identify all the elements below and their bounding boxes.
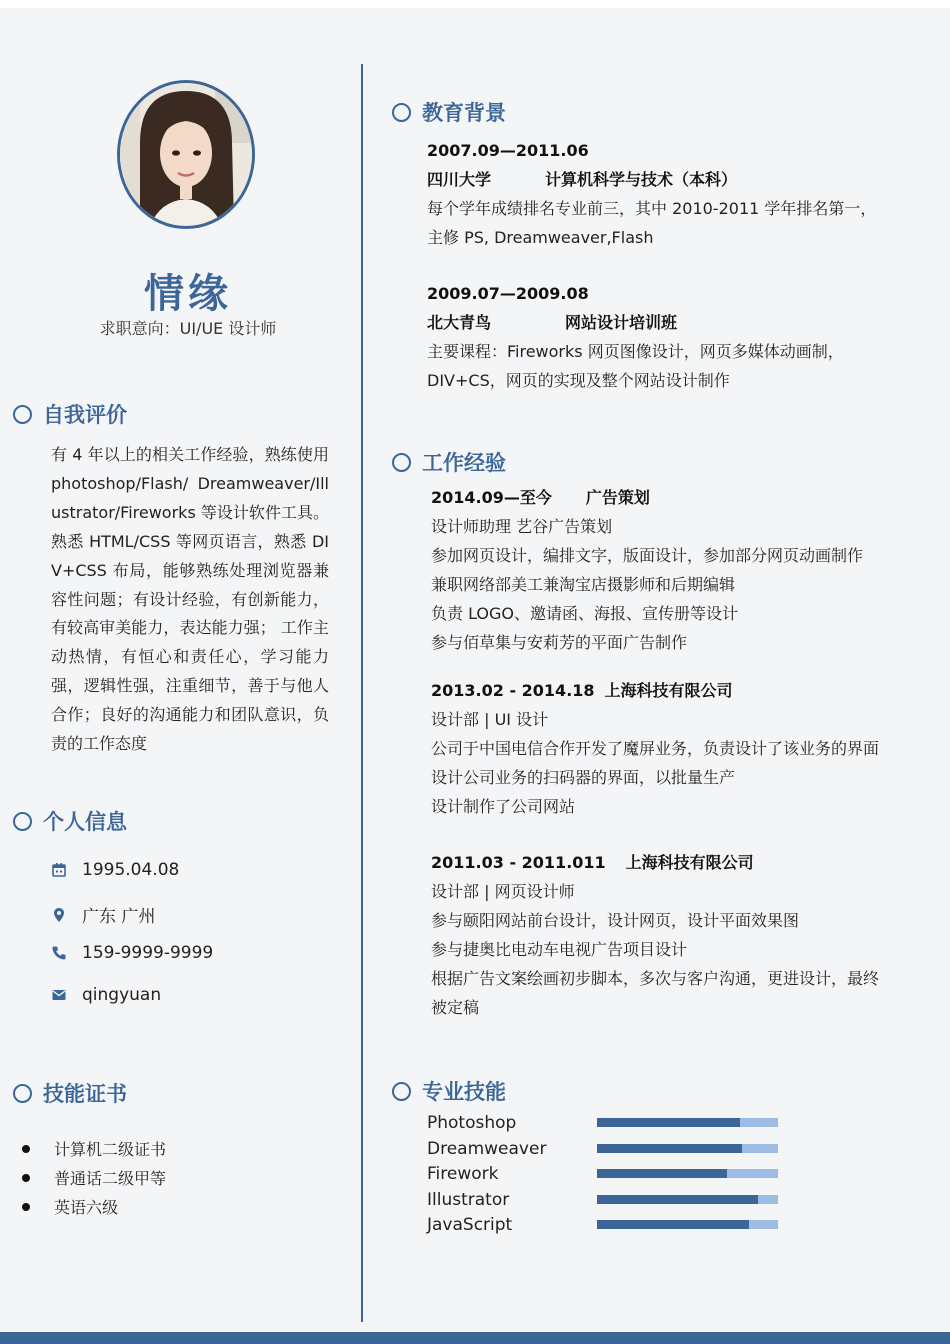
- work-header: [431, 676, 879, 705]
- work-detail: 参与捷奥比电动车电视广告项目设计: [431, 940, 688, 959]
- section-title: 技能证书: [43, 1082, 127, 1106]
- list-item: [22, 1134, 166, 1163]
- work-entry: [431, 483, 863, 657]
- section-work: [392, 447, 506, 477]
- job-intent: 求职意向：UI/UE 设计师: [99, 319, 277, 338]
- edu-detail: 主修 PS, Dreamweaver,Flash: [427, 228, 654, 247]
- skill-name: Illustrator: [427, 1189, 510, 1210]
- edu-school-line: [427, 165, 876, 194]
- edu-major: 网站设计培训班: [565, 313, 678, 332]
- edu-school: 四川大学: [427, 170, 492, 189]
- work-detail: 设计公司业务的扫码器的界面，以批量生产: [431, 768, 736, 787]
- self-eval-text: 有 4 年以上的相关工作经验，熟练使用 photoshop/Flash/ Dreamweaver/Illustrator/Fireworks 等设计软件工具。熟悉 HTML/CSS 等网页语言，熟悉 DIV+CSS 布局，能够熟练处理浏览器兼容性问题；有设计经验，有创新能力，有较高审美能力，表达能力强； 工作主动热情，有恒心和责任心，学习能力强，逻辑性强，注重细节，善于与他人合作；良好的沟通能力和团队意识，负责的工作态度: [51, 445, 329, 754]
- skill-bar-fill: [597, 1195, 758, 1204]
- skill-bar-fill: [597, 1220, 749, 1229]
- list-item: [22, 1163, 166, 1192]
- work-detail: 负责 LOGO、邀请函、海报、宣传册等设计: [431, 604, 739, 623]
- section-title: 教育背景: [422, 101, 506, 125]
- info-value: 159-9999-9999: [82, 943, 214, 963]
- work-company: 广告策划: [585, 488, 650, 507]
- info-phone: [50, 943, 213, 963]
- info-value: 广东 广州: [82, 907, 156, 927]
- info-value: 1995.04.08: [82, 860, 180, 880]
- skill-name: Dreamweaver: [427, 1138, 547, 1159]
- info-birthdate: [50, 860, 179, 880]
- work-period: 2011.03 - 2011.011: [431, 853, 606, 872]
- section-title: 自我评价: [43, 403, 127, 427]
- work-detail: 参加网页设计，编排文字，版面设计，参加部分网页动画制作: [431, 546, 864, 565]
- skill-row: [427, 1136, 778, 1161]
- work-detail: 参与佰草集与安莉芳的平面广告制作: [431, 633, 688, 652]
- work-detail: 参与颐阳网站前台设计，设计网页，设计平面效果图: [431, 911, 800, 930]
- skill-row: [427, 1187, 778, 1212]
- edu-school: 北大青鸟: [427, 313, 492, 332]
- info-value: qingyuan: [82, 985, 162, 1005]
- edu-period: 2007.09—2011.06: [427, 141, 589, 160]
- section-skills: [392, 1076, 506, 1106]
- mail-icon: [50, 986, 68, 1004]
- section-ring-icon: [392, 1082, 411, 1101]
- edu-major: 计算机科学与技术（本科）: [545, 170, 738, 189]
- edu-detail: 主要课程：Fireworks 网页图像设计，网页多媒体动画制，: [427, 342, 844, 361]
- work-detail: 设计部 | 网页设计师: [431, 882, 575, 901]
- section-ring-icon: [13, 405, 32, 424]
- work-company: 上海科技有限公司: [625, 853, 754, 872]
- education-entry: [427, 279, 844, 395]
- edu-detail: 每个学年成绩排名专业前三，其中 2010-2011 学年排名第一，: [427, 199, 877, 218]
- skill-bar-fill: [597, 1118, 740, 1127]
- work-period: 2014.09—至今: [431, 488, 552, 507]
- work-detail: 设计师助理 艺谷广告策划: [431, 517, 613, 536]
- section-personal-info: [13, 806, 127, 836]
- bullet-icon: [22, 1174, 30, 1182]
- section-self-eval: [13, 399, 127, 429]
- skill-row: [427, 1110, 778, 1135]
- work-header: [431, 483, 863, 512]
- skill-bar: [597, 1118, 778, 1127]
- work-period: 2013.02 - 2014.18: [431, 681, 595, 700]
- edu-school-line: [427, 308, 844, 337]
- work-detail: 公司于中国电信合作开发了魔屏业务，负责设计了该业务的界面: [431, 739, 880, 758]
- bullet-icon: [22, 1145, 30, 1153]
- candidate-name: 情缘: [144, 271, 232, 317]
- work-detail: 根据广告文案绘画初步脚本，多次与客户沟通，更进设计，最终: [431, 969, 880, 988]
- section-education: [392, 97, 506, 127]
- work-header: [431, 848, 879, 877]
- phone-icon: [50, 944, 68, 962]
- info-email: [50, 985, 161, 1005]
- skill-name: Firework: [427, 1163, 499, 1184]
- footer-bar: [0, 1332, 950, 1344]
- education-entry: [427, 136, 876, 252]
- profile-photo: [117, 80, 255, 229]
- work-entry: [431, 676, 879, 821]
- section-certs: [13, 1078, 127, 1108]
- cert-label: 计算机二级证书: [54, 1140, 167, 1159]
- location-pin-icon: [50, 906, 68, 924]
- section-title: 专业技能: [422, 1080, 506, 1104]
- work-detail: 兼职网络部美工兼淘宝店摄影师和后期编辑: [431, 575, 736, 594]
- column-divider: [361, 64, 363, 1322]
- edu-period: 2009.07—2009.08: [427, 284, 589, 303]
- section-ring-icon: [392, 103, 411, 122]
- top-strip: [0, 0, 950, 8]
- skill-name: Photoshop: [427, 1112, 517, 1133]
- section-title: 个人信息: [43, 810, 127, 834]
- skill-bar-fill: [597, 1144, 742, 1153]
- portrait-image: [120, 83, 252, 226]
- info-location: [50, 902, 155, 927]
- edu-detail: DIV+CS，网页的实现及整个网站设计制作: [427, 371, 730, 390]
- work-company: 上海科技有限公司: [604, 681, 733, 700]
- cert-label: 普通话二级甲等: [54, 1169, 167, 1188]
- skill-bar: [597, 1144, 778, 1153]
- calendar-icon: [50, 861, 68, 879]
- list-item: [22, 1192, 166, 1221]
- skill-bar-fill: [597, 1169, 727, 1178]
- section-ring-icon: [13, 812, 32, 831]
- skill-name: JavaScript: [427, 1214, 513, 1235]
- skill-bar: [597, 1169, 778, 1178]
- section-ring-icon: [13, 1084, 32, 1103]
- cert-list: [22, 1134, 166, 1221]
- work-detail: 设计部 | UI 设计: [431, 710, 549, 729]
- skill-bar: [597, 1220, 778, 1229]
- work-detail: 被定稿: [431, 998, 480, 1017]
- skill-row: [427, 1212, 778, 1237]
- section-title: 工作经验: [422, 451, 506, 475]
- skill-row: [427, 1161, 778, 1186]
- cert-label: 英语六级: [54, 1198, 119, 1217]
- bullet-icon: [22, 1203, 30, 1211]
- work-entry: [431, 848, 879, 1022]
- work-detail: 设计制作了公司网站: [431, 797, 576, 816]
- skill-bar: [597, 1195, 778, 1204]
- section-ring-icon: [392, 453, 411, 472]
